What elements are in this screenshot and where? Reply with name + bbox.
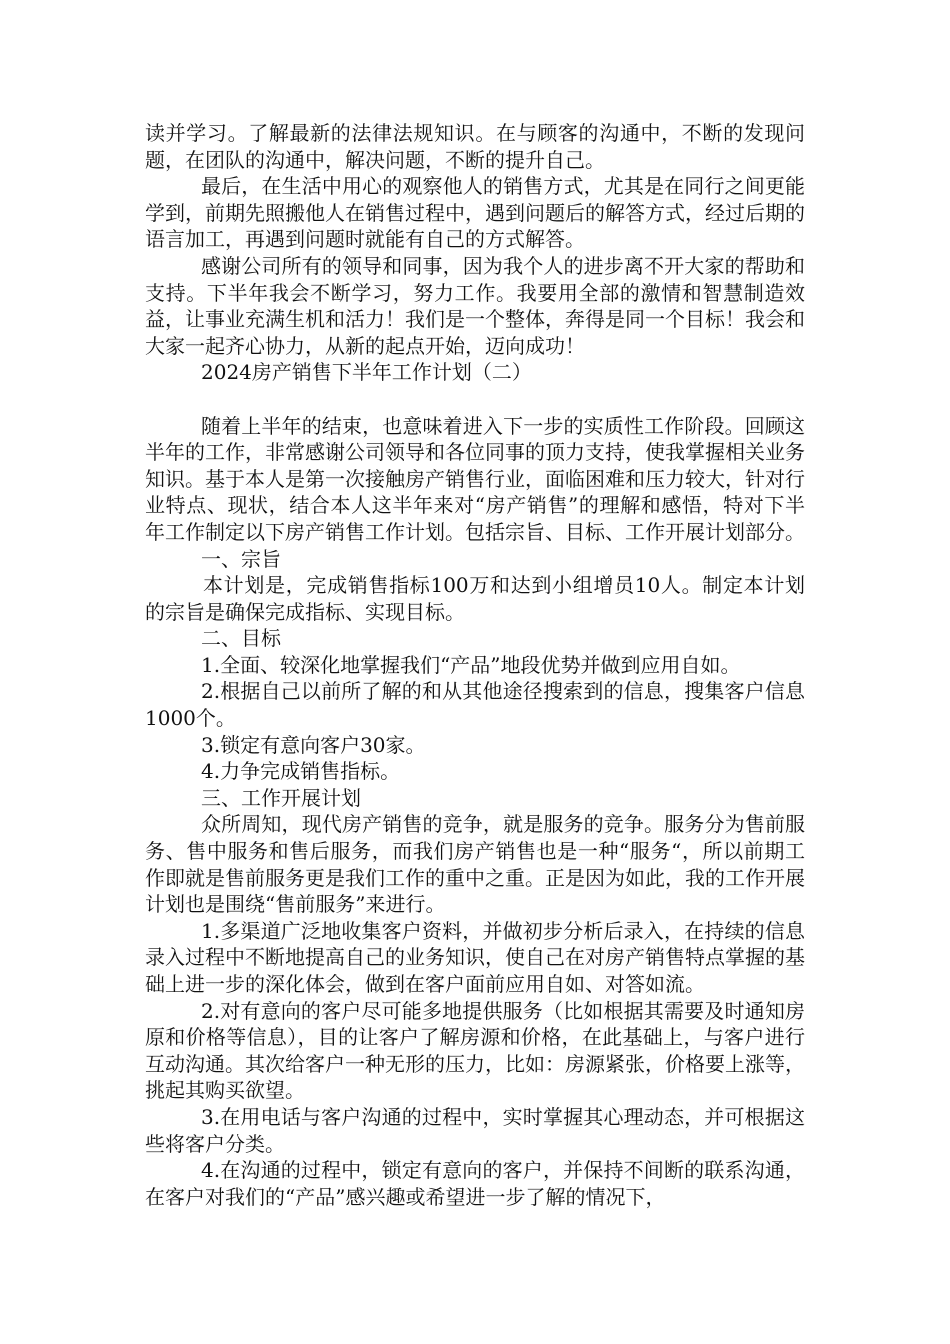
- heading-purpose: 一、宗旨: [201, 546, 281, 571]
- list-item: 2.根据自己以前所了解的和从其他途径搜索到的信息，搜集客户信息1000个。: [145, 679, 805, 731]
- document-body: [145, 120, 805, 1210]
- list-item: 3.锁定有意向客户30家。: [201, 732, 426, 757]
- paragraph: 众所周知，现代房产销售的竞争，就是服务的竞争。服务分为售前服务、售中服务和售后服务，而我们房产销售也是一种“服务“，所以前期工作即就是售前服务更是我们工作的重中之重。正是因为如此，我的工作开展计划也是围绕“售前服务”来进行。: [145, 812, 805, 917]
- heading-work-plan: 三、工作开展计划: [201, 785, 361, 810]
- list-item: 2.对有意向的客户尽可能多地提供服务（比如根据其需要及时通知房原和价格等信息），目的让客户了解房源和价格，在此基础上，与客户进行互动沟通。其次给客户一种无形的压力，比如：房源紧张，价格要上涨等，挑起其购买欲望。: [145, 998, 805, 1103]
- blank-line: [145, 386, 805, 413]
- paragraph: 随着上半年的结束，也意味着进入下一步的实质性工作阶段。回顾这半年的工作，非常感谢公司领导和各位同事的顶力支持，使我掌握相关业务知识。基于本人是第一次接触房产销售行业，面临困难和压力较大，针对行业特点、现状，结合本人这半年来对“房产销售”的理解和感悟，特对下半年工作制定以下房产销售工作计划。包括宗旨、目标、工作开展计划部分。: [145, 413, 805, 544]
- list-item: 1.多渠道广泛地收集客户资料，并做初步分析后录入，在持续的信息录入过程中不断地提高自己的业务知识，使自己在对房产销售特点掌握的基础上进一步的深化体会，做到在客户面前应用自如、对答如流。: [145, 918, 805, 996]
- paragraph: 读并学习。了解最新的法律法规知识。在与顾客的沟通中，不断的发现问题，在团队的沟通中，解决问题，不断的提升自己。: [145, 121, 805, 172]
- heading-goals: 二、目标: [201, 626, 281, 651]
- section-title: 2024房产销售下半年工作计划（二）: [201, 360, 532, 385]
- paragraph: 本计划是，完成销售指标100万和达到小组增员10人。制定本计划的宗旨是确保完成指标、实现目标。: [145, 573, 805, 624]
- list-item: 3.在用电话与客户沟通的过程中，实时掌握其心理动态，并可根据这些将客户分类。: [145, 1104, 805, 1156]
- list-item: 4.力争完成销售指标。: [201, 759, 401, 784]
- paragraph: 最后，在生活中用心的观察他人的销售方式，尤其是在同行之间更能学到，前期先照搬他人在销售过程中，遇到问题后的解答方式，经过后期的语言加工，再遇到问题时就能有自己的方式解答。: [145, 174, 805, 252]
- list-item: 4.在沟通的过程中，锁定有意向的客户，并保持不间断的联系沟通，在客户对我们的“产品”感兴趣或希望进一步了解的情况下，: [145, 1158, 805, 1209]
- list-item: 1.全面、较深化地掌握我们“产品”地段优势并做到应用自如。: [201, 652, 741, 677]
- paragraph: 感谢公司所有的领导和同事，因为我个人的进步离不开大家的帮助和支持。下半年我会不断学习，努力工作。我要用全部的激情和智慧制造效益，让事业充满生机和活力！我们是一个整体，奔得是同一个目标！我会和大家一起齐心协力，从新的起点开始，迈向成功！: [145, 253, 805, 358]
